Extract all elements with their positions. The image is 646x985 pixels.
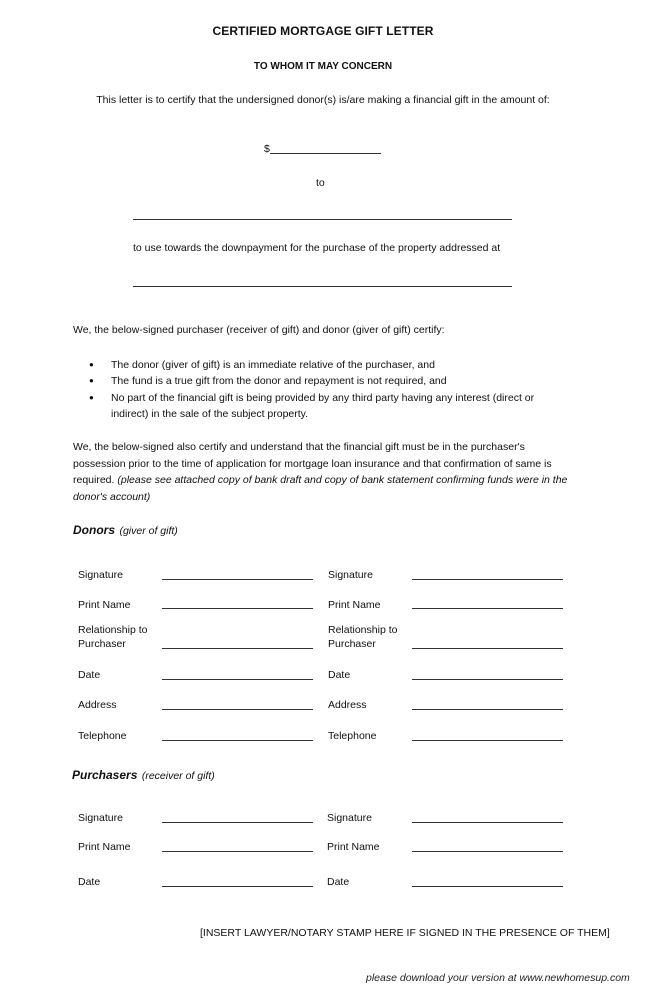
donor1-address-label: Address [78,699,117,711]
understand-paragraph [73,439,573,505]
amount-prefix: $ [264,143,270,155]
recipient-field[interactable] [133,219,512,220]
list-item: ● No part of the financial gift is being provided by any third party having any interest (direct or indirect) in the sale of the subject property. [89,390,569,423]
purchaser2-signature-field[interactable] [412,822,563,823]
donor2-print-name-label: Print Name [328,599,381,611]
donor1-relationship-field[interactable] [162,648,313,649]
donor1-address-field[interactable] [162,709,313,710]
donors-subheading: (giver of gift) [119,525,178,537]
understand-note: (please see attached copy of bank draft and copy of bank statement confirming funds were in the donor's account) [73,474,568,503]
donor2-address-field[interactable] [412,709,563,710]
notary-stamp-placeholder: [INSERT LAWYER/NOTARY STAMP HERE IF SIGNED IN THE PRESENCE OF THEM] [200,927,610,939]
donor2-print-name-field[interactable] [412,608,563,609]
purchaser1-signature-field[interactable] [162,822,313,823]
donors-heading-row [73,521,178,539]
purchaser1-signature-label: Signature [78,812,123,824]
purchasers-subheading: (receiver of gift) [141,770,215,782]
purchaser1-print-name-label: Print Name [78,841,131,853]
purchaser2-print-name-field[interactable] [412,851,563,852]
donor1-telephone-label: Telephone [78,730,127,742]
donor1-relationship-label: Relationship to Purchaser [78,624,148,650]
purchaser2-print-name-label: Print Name [327,841,380,853]
purchaser2-date-field[interactable] [412,886,563,887]
to-label: to [316,177,325,189]
donor1-signature-field[interactable] [162,579,313,580]
donor2-signature-label: Signature [328,569,373,581]
purchaser1-print-name-field[interactable] [162,851,313,852]
donor1-print-name-field[interactable] [162,608,313,609]
donor2-signature-field[interactable] [412,579,563,580]
donor2-telephone-label: Telephone [328,730,377,742]
purchasers-heading-row [72,766,215,784]
list-item: ● The fund is a true gift from the donor and repayment is not required, and [89,373,569,389]
purchaser1-date-label: Date [78,876,101,888]
donor2-relationship-field[interactable] [412,648,563,649]
understand-text: We, the below-signed also certify and understand that the financial gift must be in the purchaser's possession prior to the time of application for mortgage loan insurance and that confirmation of same is required. [73,441,552,486]
amount-field[interactable] [270,153,381,154]
purchaser1-date-field[interactable] [162,886,313,887]
donor1-signature-label: Signature [78,569,123,581]
certify-intro: We, the below-signed purchaser (receiver of gift) and donor (giver of gift) certify: [73,324,445,336]
purchaser2-date-label: Date [327,876,350,888]
purchasers-heading: Purchasers [72,768,138,782]
donor2-telephone-field[interactable] [412,740,563,741]
intro-text: This letter is to certify that the undersigned donor(s) is/are making a financial gift in the amount of: [96,94,550,106]
donor1-print-name-label: Print Name [78,599,131,611]
donors-heading: Donors [73,523,115,537]
footer-download-note: please download your version at www.newhomesup.com [366,972,630,984]
certification-list [89,357,569,423]
list-item: ● The donor (giver of gift) is an immediate relative of the purchaser, and [89,357,569,373]
donor1-telephone-field[interactable] [162,740,313,741]
document-subtitle: TO WHOM IT MAY CONCERN [253,61,393,72]
donor2-date-label: Date [328,669,351,681]
donor2-address-label: Address [328,699,367,711]
document-title: CERTIFIED MORTGAGE GIFT LETTER [212,24,434,38]
donor1-date-field[interactable] [162,679,313,680]
downpayment-text: to use towards the downpayment for the purchase of the property addressed at [133,242,501,254]
donor2-date-field[interactable] [412,679,563,680]
purchaser2-signature-label: Signature [327,812,372,824]
donor2-relationship-label: Relationship to Purchaser [328,624,398,650]
property-address-field[interactable] [133,286,512,287]
donor1-date-label: Date [78,669,101,681]
